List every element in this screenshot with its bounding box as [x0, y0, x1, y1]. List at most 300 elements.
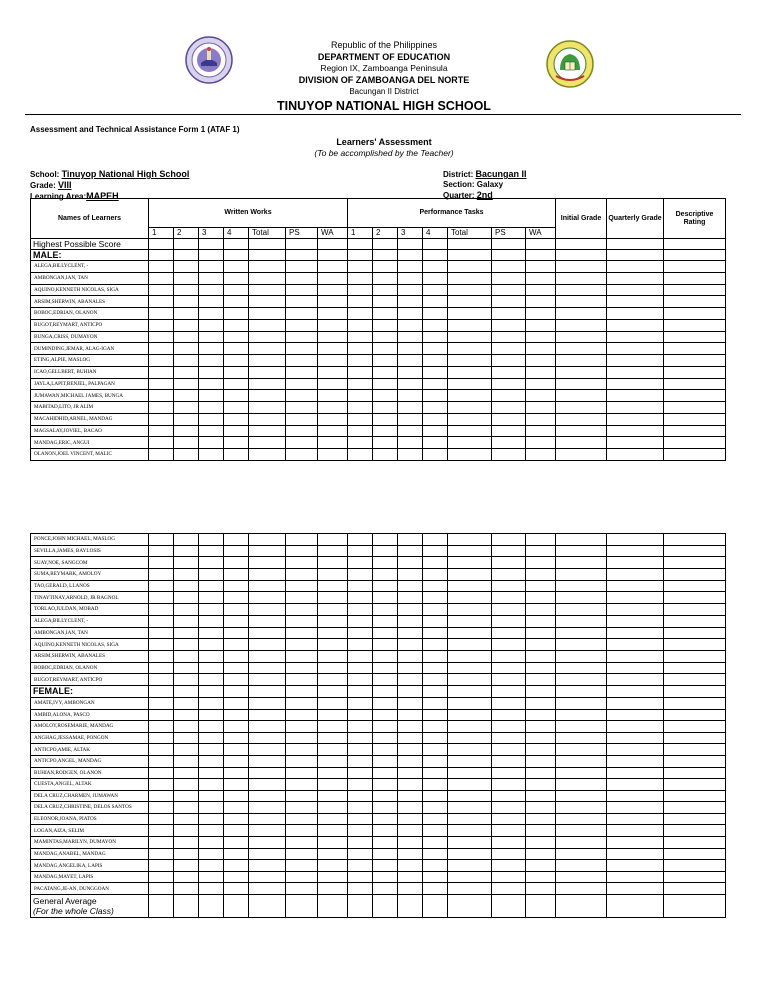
grade-cell[interactable]: [423, 871, 448, 883]
grade-cell[interactable]: [664, 569, 726, 581]
grade-cell[interactable]: [318, 802, 348, 814]
grade-cell[interactable]: [318, 413, 348, 425]
grade-cell[interactable]: [448, 545, 492, 557]
grade-cell[interactable]: [224, 627, 249, 639]
grade-cell[interactable]: [348, 779, 373, 791]
grade-cell[interactable]: [286, 343, 318, 355]
grade-cell[interactable]: [556, 639, 607, 651]
grade-cell[interactable]: [373, 860, 398, 872]
grade-cell[interactable]: [556, 390, 607, 402]
grade-cell[interactable]: [149, 755, 174, 767]
grade-cell[interactable]: [286, 261, 318, 273]
grade-cell[interactable]: [373, 569, 398, 581]
grade-cell[interactable]: [149, 319, 174, 331]
grade-cell[interactable]: [448, 239, 492, 250]
grade-cell[interactable]: [492, 557, 526, 569]
grade-cell[interactable]: [286, 779, 318, 791]
grade-cell[interactable]: [423, 239, 448, 250]
grade-cell[interactable]: [199, 239, 224, 250]
grade-cell[interactable]: [492, 378, 526, 390]
grade-cell[interactable]: [286, 449, 318, 461]
grade-cell[interactable]: [423, 650, 448, 662]
grade-cell[interactable]: [607, 402, 664, 414]
grade-cell[interactable]: [224, 580, 249, 592]
grade-cell[interactable]: [556, 779, 607, 791]
grade-cell[interactable]: [526, 871, 556, 883]
grade-cell[interactable]: [373, 284, 398, 296]
grade-cell[interactable]: [492, 366, 526, 378]
grade-cell[interactable]: [448, 813, 492, 825]
grade-cell[interactable]: [286, 545, 318, 557]
grade-cell[interactable]: [318, 709, 348, 721]
grade-cell[interactable]: [199, 296, 224, 308]
grade-cell[interactable]: [149, 674, 174, 686]
grade-cell[interactable]: [556, 284, 607, 296]
grade-cell[interactable]: [373, 261, 398, 273]
grade-cell[interactable]: [423, 674, 448, 686]
grade-cell[interactable]: [286, 569, 318, 581]
grade-cell[interactable]: [318, 449, 348, 461]
grade-cell[interactable]: [526, 569, 556, 581]
grade-cell[interactable]: [149, 355, 174, 367]
grade-cell[interactable]: [526, 883, 556, 895]
grade-cell[interactable]: [607, 331, 664, 343]
grade-cell[interactable]: [448, 557, 492, 569]
grade-cell[interactable]: [526, 813, 556, 825]
grade-cell[interactable]: [664, 390, 726, 402]
grade-cell[interactable]: [149, 732, 174, 744]
grade-cell[interactable]: [492, 802, 526, 814]
grade-cell[interactable]: [348, 685, 373, 697]
grade-cell[interactable]: [199, 425, 224, 437]
grade-cell[interactable]: [398, 639, 423, 651]
grade-cell[interactable]: [224, 355, 249, 367]
grade-cell[interactable]: [318, 272, 348, 284]
grade-cell[interactable]: [398, 848, 423, 860]
grade-cell[interactable]: [318, 685, 348, 697]
grade-cell[interactable]: [398, 755, 423, 767]
grade-cell[interactable]: [199, 802, 224, 814]
grade-cell[interactable]: [174, 802, 199, 814]
grade-cell[interactable]: [149, 557, 174, 569]
grade-cell[interactable]: [423, 615, 448, 627]
grade-cell[interactable]: [174, 860, 199, 872]
grade-cell[interactable]: [174, 871, 199, 883]
grade-cell[interactable]: [664, 437, 726, 449]
grade-cell[interactable]: [556, 604, 607, 616]
grade-cell[interactable]: [492, 767, 526, 779]
grade-cell[interactable]: [492, 860, 526, 872]
grade-cell[interactable]: [249, 837, 286, 849]
grade-cell[interactable]: [224, 674, 249, 686]
grade-cell[interactable]: [526, 721, 556, 733]
grade-cell[interactable]: [373, 534, 398, 546]
grade-cell[interactable]: [149, 790, 174, 802]
grade-cell[interactable]: [249, 449, 286, 461]
grade-cell[interactable]: [373, 779, 398, 791]
grade-cell[interactable]: [199, 721, 224, 733]
grade-cell[interactable]: [286, 813, 318, 825]
grade-cell[interactable]: [348, 366, 373, 378]
grade-cell[interactable]: [174, 250, 199, 261]
grade-cell[interactable]: [423, 425, 448, 437]
grade-cell[interactable]: [318, 650, 348, 662]
grade-cell[interactable]: [373, 813, 398, 825]
grade-cell[interactable]: [224, 272, 249, 284]
grade-cell[interactable]: [556, 860, 607, 872]
grade-cell[interactable]: [373, 848, 398, 860]
grade-cell[interactable]: [607, 650, 664, 662]
grade-cell[interactable]: [373, 721, 398, 733]
grade-cell[interactable]: [398, 366, 423, 378]
grade-cell[interactable]: [286, 592, 318, 604]
grade-cell[interactable]: [286, 308, 318, 320]
grade-cell[interactable]: [607, 592, 664, 604]
grade-cell[interactable]: [149, 296, 174, 308]
grade-cell[interactable]: [318, 615, 348, 627]
grade-cell[interactable]: [249, 697, 286, 709]
grade-cell[interactable]: [448, 802, 492, 814]
grade-cell[interactable]: [556, 825, 607, 837]
grade-cell[interactable]: [448, 580, 492, 592]
grade-cell[interactable]: [526, 685, 556, 697]
grade-cell[interactable]: [664, 662, 726, 674]
grade-cell[interactable]: [199, 627, 224, 639]
grade-cell[interactable]: [199, 272, 224, 284]
grade-cell[interactable]: [448, 871, 492, 883]
grade-cell[interactable]: [149, 261, 174, 273]
grade-cell[interactable]: [149, 449, 174, 461]
grade-cell[interactable]: [448, 378, 492, 390]
grade-cell[interactable]: [149, 569, 174, 581]
grade-cell[interactable]: [249, 662, 286, 674]
grade-cell[interactable]: [556, 378, 607, 390]
grade-cell[interactable]: [423, 755, 448, 767]
grade-cell[interactable]: [398, 802, 423, 814]
grade-cell[interactable]: [149, 284, 174, 296]
grade-cell[interactable]: [199, 437, 224, 449]
grade-cell[interactable]: [607, 449, 664, 461]
grade-cell[interactable]: [526, 413, 556, 425]
grade-cell[interactable]: [149, 639, 174, 651]
grade-cell[interactable]: [199, 767, 224, 779]
grade-cell[interactable]: [448, 627, 492, 639]
grade-cell[interactable]: [492, 662, 526, 674]
grade-cell[interactable]: [556, 592, 607, 604]
grade-cell[interactable]: [448, 413, 492, 425]
grade-cell[interactable]: [174, 615, 199, 627]
grade-cell[interactable]: [448, 437, 492, 449]
grade-cell[interactable]: [448, 284, 492, 296]
grade-cell[interactable]: [556, 425, 607, 437]
grade-cell[interactable]: [286, 685, 318, 697]
grade-cell[interactable]: [448, 449, 492, 461]
grade-cell[interactable]: [373, 425, 398, 437]
grade-cell[interactable]: [224, 331, 249, 343]
grade-cell[interactable]: [398, 895, 423, 918]
grade-cell[interactable]: [348, 331, 373, 343]
grade-cell[interactable]: [318, 755, 348, 767]
grade-cell[interactable]: [398, 685, 423, 697]
grade-cell[interactable]: [556, 755, 607, 767]
grade-cell[interactable]: [423, 402, 448, 414]
grade-cell[interactable]: [174, 697, 199, 709]
grade-cell[interactable]: [373, 639, 398, 651]
grade-cell[interactable]: [423, 378, 448, 390]
grade-cell[interactable]: [373, 390, 398, 402]
grade-cell[interactable]: [348, 709, 373, 721]
grade-cell[interactable]: [423, 545, 448, 557]
grade-cell[interactable]: [423, 697, 448, 709]
grade-cell[interactable]: [398, 437, 423, 449]
grade-cell[interactable]: [286, 883, 318, 895]
grade-cell[interactable]: [423, 895, 448, 918]
grade-cell[interactable]: [149, 871, 174, 883]
grade-cell[interactable]: [318, 296, 348, 308]
grade-cell[interactable]: [607, 755, 664, 767]
grade-cell[interactable]: [199, 366, 224, 378]
grade-cell[interactable]: [224, 639, 249, 651]
grade-cell[interactable]: [249, 378, 286, 390]
grade-cell[interactable]: [448, 604, 492, 616]
grade-cell[interactable]: [664, 883, 726, 895]
grade-cell[interactable]: [664, 627, 726, 639]
grade-cell[interactable]: [286, 709, 318, 721]
grade-cell[interactable]: [249, 883, 286, 895]
grade-cell[interactable]: [492, 308, 526, 320]
grade-cell[interactable]: [398, 284, 423, 296]
grade-cell[interactable]: [492, 697, 526, 709]
grade-cell[interactable]: [526, 592, 556, 604]
grade-cell[interactable]: [199, 604, 224, 616]
grade-cell[interactable]: [174, 848, 199, 860]
grade-cell[interactable]: [286, 413, 318, 425]
grade-cell[interactable]: [224, 250, 249, 261]
grade-cell[interactable]: [423, 284, 448, 296]
grade-cell[interactable]: [398, 580, 423, 592]
grade-cell[interactable]: [664, 767, 726, 779]
grade-cell[interactable]: [286, 697, 318, 709]
grade-cell[interactable]: [318, 425, 348, 437]
grade-cell[interactable]: [398, 744, 423, 756]
grade-cell[interactable]: [526, 767, 556, 779]
grade-cell[interactable]: [249, 744, 286, 756]
grade-cell[interactable]: [149, 425, 174, 437]
grade-cell[interactable]: [286, 871, 318, 883]
grade-cell[interactable]: [607, 615, 664, 627]
grade-cell[interactable]: [398, 615, 423, 627]
grade-cell[interactable]: [448, 390, 492, 402]
grade-cell[interactable]: [664, 592, 726, 604]
grade-cell[interactable]: [249, 650, 286, 662]
grade-cell[interactable]: [174, 895, 199, 918]
grade-cell[interactable]: [664, 272, 726, 284]
grade-cell[interactable]: [398, 378, 423, 390]
grade-cell[interactable]: [199, 615, 224, 627]
grade-cell[interactable]: [318, 592, 348, 604]
grade-cell[interactable]: [286, 860, 318, 872]
grade-cell[interactable]: [373, 378, 398, 390]
grade-cell[interactable]: [664, 402, 726, 414]
grade-cell[interactable]: [318, 697, 348, 709]
grade-cell[interactable]: [348, 308, 373, 320]
grade-cell[interactable]: [199, 860, 224, 872]
grade-cell[interactable]: [224, 545, 249, 557]
grade-cell[interactable]: [556, 343, 607, 355]
grade-cell[interactable]: [556, 895, 607, 918]
grade-cell[interactable]: [423, 685, 448, 697]
grade-cell[interactable]: [398, 732, 423, 744]
grade-cell[interactable]: [526, 639, 556, 651]
grade-cell[interactable]: [556, 569, 607, 581]
grade-cell[interactable]: [286, 390, 318, 402]
grade-cell[interactable]: [526, 343, 556, 355]
grade-cell[interactable]: [492, 390, 526, 402]
grade-cell[interactable]: [423, 272, 448, 284]
grade-cell[interactable]: [607, 296, 664, 308]
grade-cell[interactable]: [664, 250, 726, 261]
grade-cell[interactable]: [249, 721, 286, 733]
grade-cell[interactable]: [149, 895, 174, 918]
grade-cell[interactable]: [318, 883, 348, 895]
grade-cell[interactable]: [423, 592, 448, 604]
grade-cell[interactable]: [556, 331, 607, 343]
grade-cell[interactable]: [607, 557, 664, 569]
grade-cell[interactable]: [556, 239, 607, 250]
grade-cell[interactable]: [526, 802, 556, 814]
grade-cell[interactable]: [526, 449, 556, 461]
grade-cell[interactable]: [492, 449, 526, 461]
grade-cell[interactable]: [348, 697, 373, 709]
grade-cell[interactable]: [318, 437, 348, 449]
grade-cell[interactable]: [423, 437, 448, 449]
grade-cell[interactable]: [224, 790, 249, 802]
grade-cell[interactable]: [526, 860, 556, 872]
grade-cell[interactable]: [224, 557, 249, 569]
grade-cell[interactable]: [174, 779, 199, 791]
grade-cell[interactable]: [199, 825, 224, 837]
grade-cell[interactable]: [423, 662, 448, 674]
grade-cell[interactable]: [492, 615, 526, 627]
grade-cell[interactable]: [224, 721, 249, 733]
grade-cell[interactable]: [607, 604, 664, 616]
grade-cell[interactable]: [423, 296, 448, 308]
grade-cell[interactable]: [373, 615, 398, 627]
grade-cell[interactable]: [423, 732, 448, 744]
grade-cell[interactable]: [492, 639, 526, 651]
grade-cell[interactable]: [373, 413, 398, 425]
grade-cell[interactable]: [224, 744, 249, 756]
grade-cell[interactable]: [348, 604, 373, 616]
grade-cell[interactable]: [373, 272, 398, 284]
grade-cell[interactable]: [249, 261, 286, 273]
grade-cell[interactable]: [149, 662, 174, 674]
grade-cell[interactable]: [607, 569, 664, 581]
grade-cell[interactable]: [286, 604, 318, 616]
grade-cell[interactable]: [607, 860, 664, 872]
grade-cell[interactable]: [526, 662, 556, 674]
grade-cell[interactable]: [526, 534, 556, 546]
grade-cell[interactable]: [224, 425, 249, 437]
grade-cell[interactable]: [249, 779, 286, 791]
grade-cell[interactable]: [664, 319, 726, 331]
grade-cell[interactable]: [448, 615, 492, 627]
grade-cell[interactable]: [373, 732, 398, 744]
grade-cell[interactable]: [448, 790, 492, 802]
grade-cell[interactable]: [423, 534, 448, 546]
grade-cell[interactable]: [348, 744, 373, 756]
grade-cell[interactable]: [149, 604, 174, 616]
grade-cell[interactable]: [556, 813, 607, 825]
grade-cell[interactable]: [448, 308, 492, 320]
grade-cell[interactable]: [199, 883, 224, 895]
grade-cell[interactable]: [174, 627, 199, 639]
grade-cell[interactable]: [607, 674, 664, 686]
grade-cell[interactable]: [149, 721, 174, 733]
grade-cell[interactable]: [373, 545, 398, 557]
grade-cell[interactable]: [318, 895, 348, 918]
grade-cell[interactable]: [398, 425, 423, 437]
grade-cell[interactable]: [224, 402, 249, 414]
grade-cell[interactable]: [348, 639, 373, 651]
grade-cell[interactable]: [607, 627, 664, 639]
grade-cell[interactable]: [492, 837, 526, 849]
grade-cell[interactable]: [423, 848, 448, 860]
grade-cell[interactable]: [149, 390, 174, 402]
grade-cell[interactable]: [249, 296, 286, 308]
grade-cell[interactable]: [492, 604, 526, 616]
grade-cell[interactable]: [398, 871, 423, 883]
grade-cell[interactable]: [398, 534, 423, 546]
grade-cell[interactable]: [286, 366, 318, 378]
grade-cell[interactable]: [174, 319, 199, 331]
grade-cell[interactable]: [199, 744, 224, 756]
grade-cell[interactable]: [149, 860, 174, 872]
grade-cell[interactable]: [149, 437, 174, 449]
grade-cell[interactable]: [348, 343, 373, 355]
grade-cell[interactable]: [249, 284, 286, 296]
grade-cell[interactable]: [373, 331, 398, 343]
grade-cell[interactable]: [174, 755, 199, 767]
grade-cell[interactable]: [174, 272, 199, 284]
grade-cell[interactable]: [556, 557, 607, 569]
grade-cell[interactable]: [556, 848, 607, 860]
grade-cell[interactable]: [607, 790, 664, 802]
grade-cell[interactable]: [526, 744, 556, 756]
grade-cell[interactable]: [199, 755, 224, 767]
grade-cell[interactable]: [448, 825, 492, 837]
grade-cell[interactable]: [199, 580, 224, 592]
grade-cell[interactable]: [398, 767, 423, 779]
grade-cell[interactable]: [318, 837, 348, 849]
grade-cell[interactable]: [318, 378, 348, 390]
grade-cell[interactable]: [423, 250, 448, 261]
grade-cell[interactable]: [373, 802, 398, 814]
grade-cell[interactable]: [224, 871, 249, 883]
grade-cell[interactable]: [492, 343, 526, 355]
grade-cell[interactable]: [607, 662, 664, 674]
grade-cell[interactable]: [556, 709, 607, 721]
grade-cell[interactable]: [423, 813, 448, 825]
grade-cell[interactable]: [199, 732, 224, 744]
grade-cell[interactable]: [448, 331, 492, 343]
grade-cell[interactable]: [224, 378, 249, 390]
grade-cell[interactable]: [249, 895, 286, 918]
grade-cell[interactable]: [348, 895, 373, 918]
grade-cell[interactable]: [664, 296, 726, 308]
grade-cell[interactable]: [348, 732, 373, 744]
grade-cell[interactable]: [348, 569, 373, 581]
